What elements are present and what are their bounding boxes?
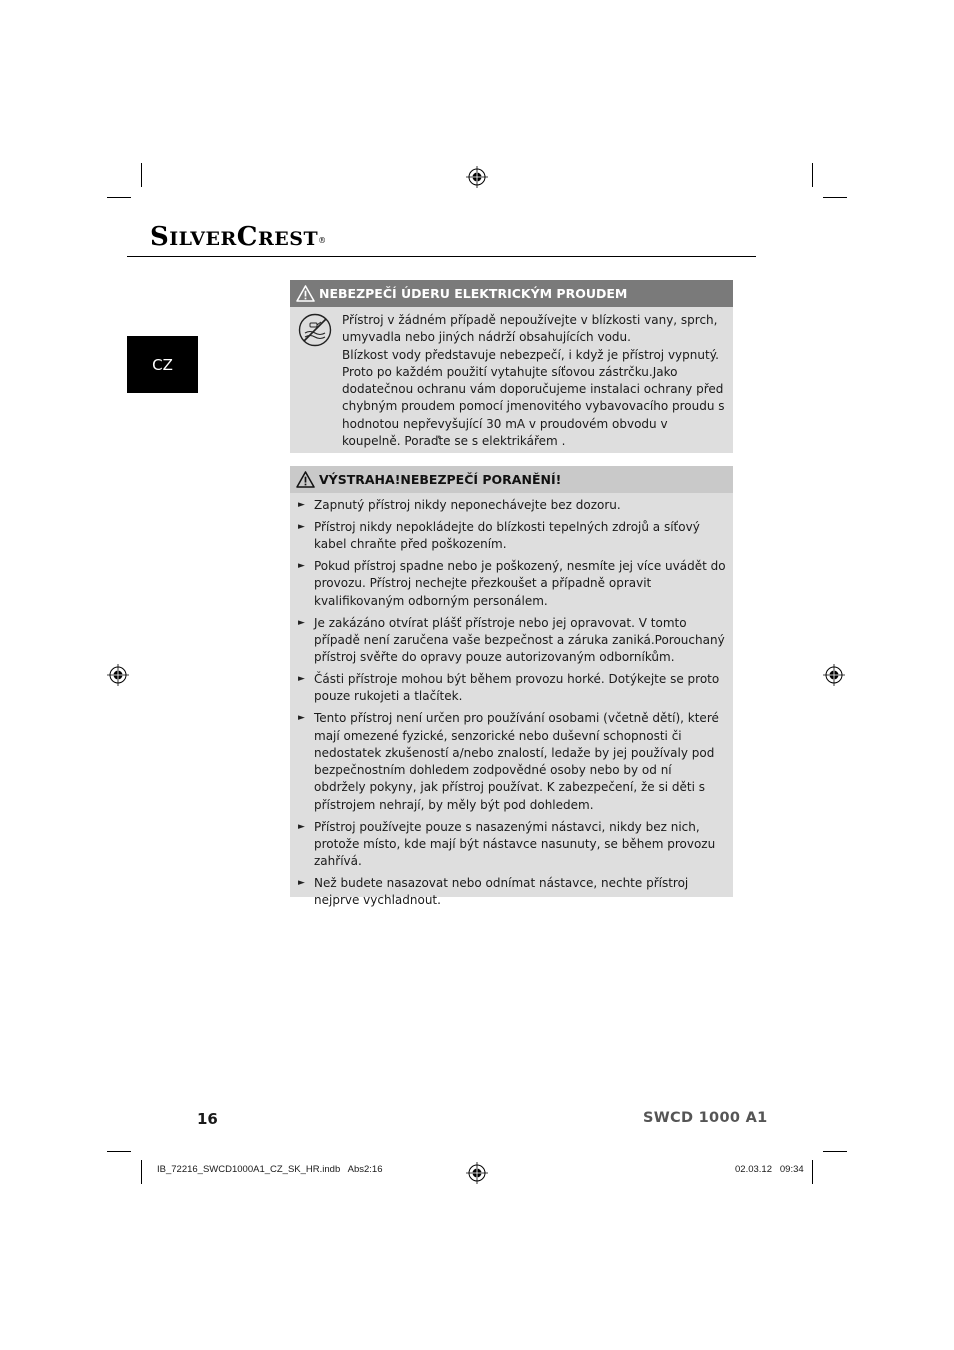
print-file-info: IB_72216_SWCD1000A1_CZ_SK_HR.indb Abs2:16	[157, 1164, 383, 1175]
page-number: 16	[197, 1110, 218, 1128]
list-item-text: Pokud přístroj spadne nebo je poškozený, nesmíte jej více uvádět do provozu. Přístroj nechejte přezkoušet a případně opravit kvalifikovaným odborným personálem.	[314, 559, 726, 608]
warning-triangle-icon	[296, 285, 315, 302]
electric-shock-paragraph-2: Blízkost vody představuje nebezpečí, i když je přístroj vypnutý. Proto po každém použití vytahujte síťovou zástrčku.Jako dodatečnou ochranu vám doporučujeme instalaci ochrany před chybným proudem pomocí jmenovitého vybavovacího proudu s hodnotou nepřevyšující 30 mA v proudovém obvodu v koupelně. Poraďte se s elektrikářem .	[342, 347, 725, 449]
bullet-arrow-icon: ►	[298, 500, 305, 510]
warning-triangle-icon	[296, 471, 315, 488]
list-item-text: Zapnutý přístroj nikdy neponechávejte bez dozoru.	[314, 498, 621, 512]
list-item	[296, 519, 726, 554]
electric-shock-warning-header	[290, 280, 733, 307]
bullet-arrow-icon: ►	[298, 617, 305, 628]
list-item	[296, 671, 726, 706]
crop-mark	[141, 163, 142, 187]
electric-shock-warning-title: NEBEZPEČÍ ÚDERU ELEKTRICKÝM PROUDEM	[319, 286, 628, 301]
list-item	[296, 558, 726, 610]
bullet-arrow-icon: ►	[298, 713, 305, 724]
list-item-text: Části přístroje mohou být během provozu horké. Dotýkejte se proto pouze rukojeti a tlačítek.	[314, 672, 720, 704]
registration-mark-icon	[466, 166, 488, 188]
list-item	[296, 875, 726, 910]
crop-mark	[812, 1160, 813, 1184]
crop-mark	[812, 163, 813, 187]
print-date-info: 02.03.12 09:34	[735, 1164, 804, 1175]
registration-mark-icon	[466, 1162, 488, 1184]
list-item	[296, 497, 726, 514]
bullet-arrow-icon: ►	[298, 521, 305, 532]
list-item-text: Přístroj používejte pouze s nasazenými nástavci, nikdy bez nich, protože místo, kde mají být nástavce nasunuty, se během provozu zahřívá.	[314, 819, 716, 869]
list-item	[296, 615, 726, 667]
crop-mark	[823, 197, 847, 198]
logo-ilver: ILVER	[169, 228, 237, 250]
injury-warning-header	[290, 466, 733, 493]
language-tab: CZ	[127, 336, 198, 393]
electric-shock-paragraph-1: Přístroj v žádném případě nepoužívejte v blízkosti vany, sprch, umyvadla nebo jiných nádrží obsahujících vodu.	[342, 313, 718, 345]
brand-logo	[150, 222, 327, 254]
logo-rest: REST	[258, 228, 319, 250]
logo-c: C	[236, 222, 258, 252]
bullet-arrow-icon: ►	[298, 878, 305, 889]
model-number: SWCD 1000 A1	[643, 1110, 768, 1126]
header-rule	[127, 256, 756, 257]
bullet-arrow-icon: ►	[298, 561, 305, 572]
injury-warning-title: VÝSTRAHA!NEBEZPEČÍ PORANĚNÍ!	[319, 472, 562, 487]
bullet-arrow-icon: ►	[298, 821, 305, 832]
crop-mark	[107, 1151, 131, 1152]
electric-shock-warning-box	[290, 280, 733, 453]
crop-mark	[823, 1151, 847, 1152]
list-item	[296, 710, 726, 814]
list-item-text: Přístroj nikdy nepokládejte do blízkosti tepelných zdrojů a síťový kabel chraňte před poškozením.	[314, 519, 700, 552]
list-item-text: Je zakázáno otvírat plášť přístroje nebo jej opravovat. V tomto případě není zaručena vaše bezpečnost a záruka zaniká.Porouchaný přístroj svěřte do opravy pouze autorizovaným odborníkům.	[314, 615, 725, 665]
list-item-text: Tento přístroj není určen pro používání osobami (včetně dětí), které mají omezené fyzické, senzorické nebo duševní schopnosti či nedostatek zkušeností a/nebo znalostí, ledaže by jej používaly pod bezpečnostním dohledem zodpovědné osoby nebo by od ní obdržely pokyny, jak přístroj používat. K zabezpečení, že si děti s přístrojem nehrají, by měly být pod dohledem.	[314, 711, 719, 812]
logo-s: S	[150, 222, 170, 252]
injury-warning-list	[296, 497, 726, 914]
crop-mark	[107, 197, 131, 198]
registration-mark-icon	[823, 664, 845, 686]
no-water-icon	[298, 313, 332, 347]
electric-shock-warning-body	[342, 312, 727, 450]
crop-mark	[141, 1160, 142, 1184]
bullet-arrow-icon: ►	[298, 674, 305, 685]
logo-registered: ®	[318, 236, 327, 245]
list-item	[296, 819, 726, 871]
registration-mark-icon	[107, 664, 129, 686]
injury-warning-box	[290, 466, 733, 908]
list-item-text: Než budete nasazovat nebo odnímat nástavce, nechte přístroj nejprve vychladnout.	[314, 876, 689, 908]
